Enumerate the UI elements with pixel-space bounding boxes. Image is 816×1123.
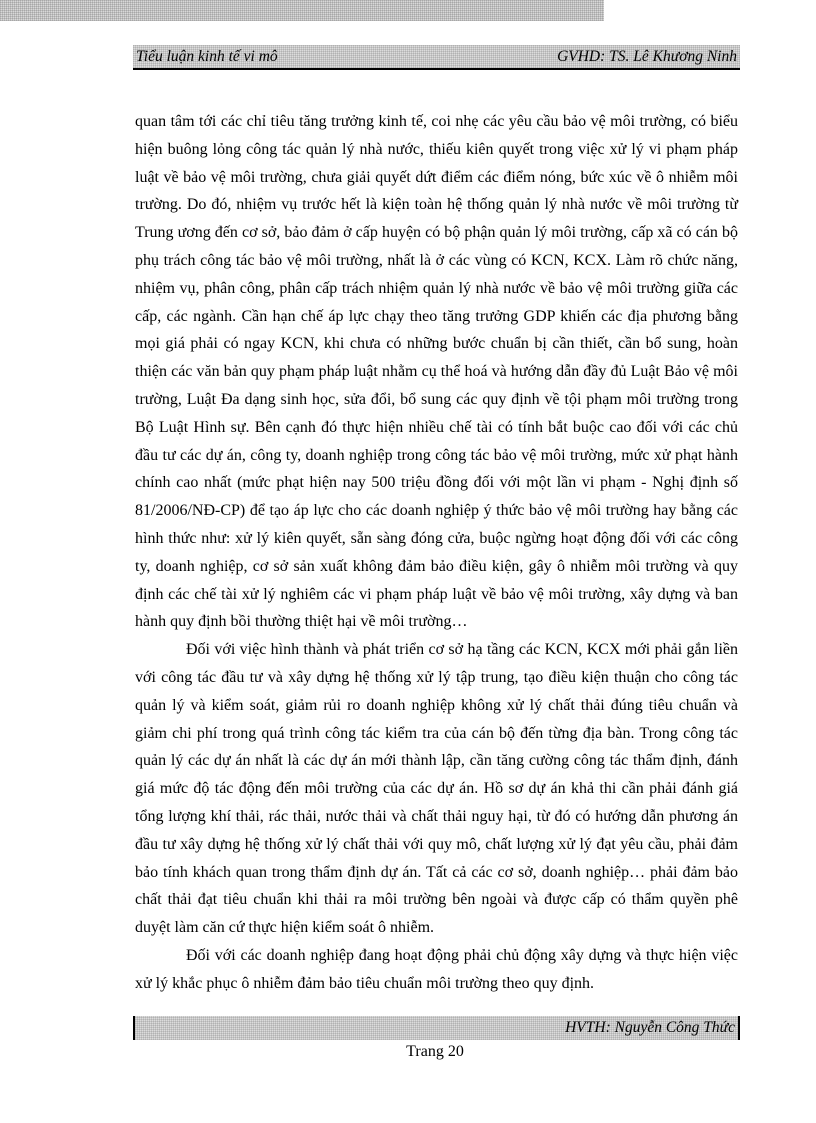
page-number: Trang 20 (406, 1043, 464, 1060)
page-footer (133, 1016, 740, 1040)
document-body (135, 108, 738, 998)
paragraph-2: Đối với việc hình thành và phát triển cơ sở hạ tầng các KCN, KCX mới phải gắn liền với công tác đầu tư và xây dựng hệ thống xử lý tập trung, tạo điều kiện thuận cho công tác quản lý và kiểm soát, giảm rủi ro doanh nghiệp không xử lý chất thải đúng tiêu chuẩn và giảm chi phí trong quá trình công tác kiểm tra của cán bộ đến từng địa bàn. Trong công tác quản lý các dự án nhất là các dự án mới thành lập, cần tăng cường công tác thẩm định, đánh giá mức độ tác động đến môi trường của các dự án. Hồ sơ dự án khả thi cần phải đánh giá tổng lượng khí thải, rác thải, nước thải và chất thải nguy hại, từ đó có hướng dẫn phương án đầu tư xây dựng hệ thống xử lý chất thải với quy mô, chất lượng xử lý đạt yêu cầu, phải đảm bảo tính khách quan trong thẩm định dự án. Tất cả các cơ sở, doanh nghiệp… phải đảm bảo chất thải đạt tiêu chuẩn khi thải ra môi trường bên ngoài và được cấp có thẩm quyền phê duyệt làm căn cứ thực hiện kiểm soát ô nhiễm. (135, 641, 738, 937)
paragraph-1: quan tâm tới các chỉ tiêu tăng trưởng kinh tế, coi nhẹ các yêu cầu bảo vệ môi trường, có biểu hiện buông lỏng công tác quản lý nhà nước, thiếu kiên quyết trong việc xử lý vi phạm pháp luật về bảo vệ môi trường, chưa giải quyết dứt điểm các điểm nóng, bức xúc về ô nhiễm môi trường. Do đó, nhiệm vụ trước hết là kiện toàn hệ thống quản lý nhà nước về môi trường từ Trung ương đến cơ sở, bảo đảm ở cấp huyện có bộ phận quản lý môi trường, cấp xã có cán bộ phụ trách công tác bảo vệ môi trường, nhất là ở các vùng có KCN, KCX. Làm rõ chức năng, nhiệm vụ, phân công, phân cấp trách nhiệm quản lý nhà nước về bảo vệ môi trường giữa các cấp, các ngành. Cần hạn chế áp lực chạy theo tăng trưởng GDP khiến các địa phương bằng mọi giá phải có ngay KCN, khi chưa có những bước chuẩn bị cần thiết, cần bổ sung, hoàn thiện các văn bản quy phạm pháp luật nhằm cụ thể hoá và hướng dẫn đầy đủ Luật Bảo vệ môi trường, Luật Đa dạng sinh học, sửa đổi, bổ sung các quy định về tội phạm môi trường trong Bộ Luật Hình sự. Bên cạnh đó thực hiện nhiều chế tài có tính bắt buộc cao đối với các chủ đầu tư các dự án, công ty, doanh nghiệp trong công tác bảo vệ môi trường, mức xử phạt hành chính cao nhất (mức phạt hiện nay 500 triệu đồng đối với một lần vi phạm - Nghị định số 81/2006/NĐ-CP) để tạo áp lực cho các doanh nghiệp ý thức bảo vệ môi trường hay bằng các hình thức như: xử lý kiên quyết, sẵn sàng đóng cửa, buộc ngừng hoạt động đối với các công ty, doanh nghiệp, cơ sở sản xuất không đảm bảo điều kiện, gây ô nhiễm môi trường và quy định các chế tài xử lý nghiêm các vi phạm pháp luật về bảo vệ môi trường, xây dựng và ban hành quy định bồi thường thiệt hại về môi trường… (135, 113, 738, 631)
paragraph-3: Đối với các doanh nghiệp đang hoạt động phải chủ động xây dựng và thực hiện việc xử lý khắc phục ô nhiễm đảm bảo tiêu chuẩn môi trường theo quy định. (135, 946, 738, 992)
top-decorative-strip (0, 0, 604, 21)
header-title: Tiểu luận kinh tế vi mô (136, 48, 278, 65)
footer-author: HVTH: Nguyễn Công Thức (565, 1019, 735, 1036)
page-header (133, 45, 740, 70)
header-advisor: GVHD: TS. Lê Khương Ninh (557, 48, 737, 65)
